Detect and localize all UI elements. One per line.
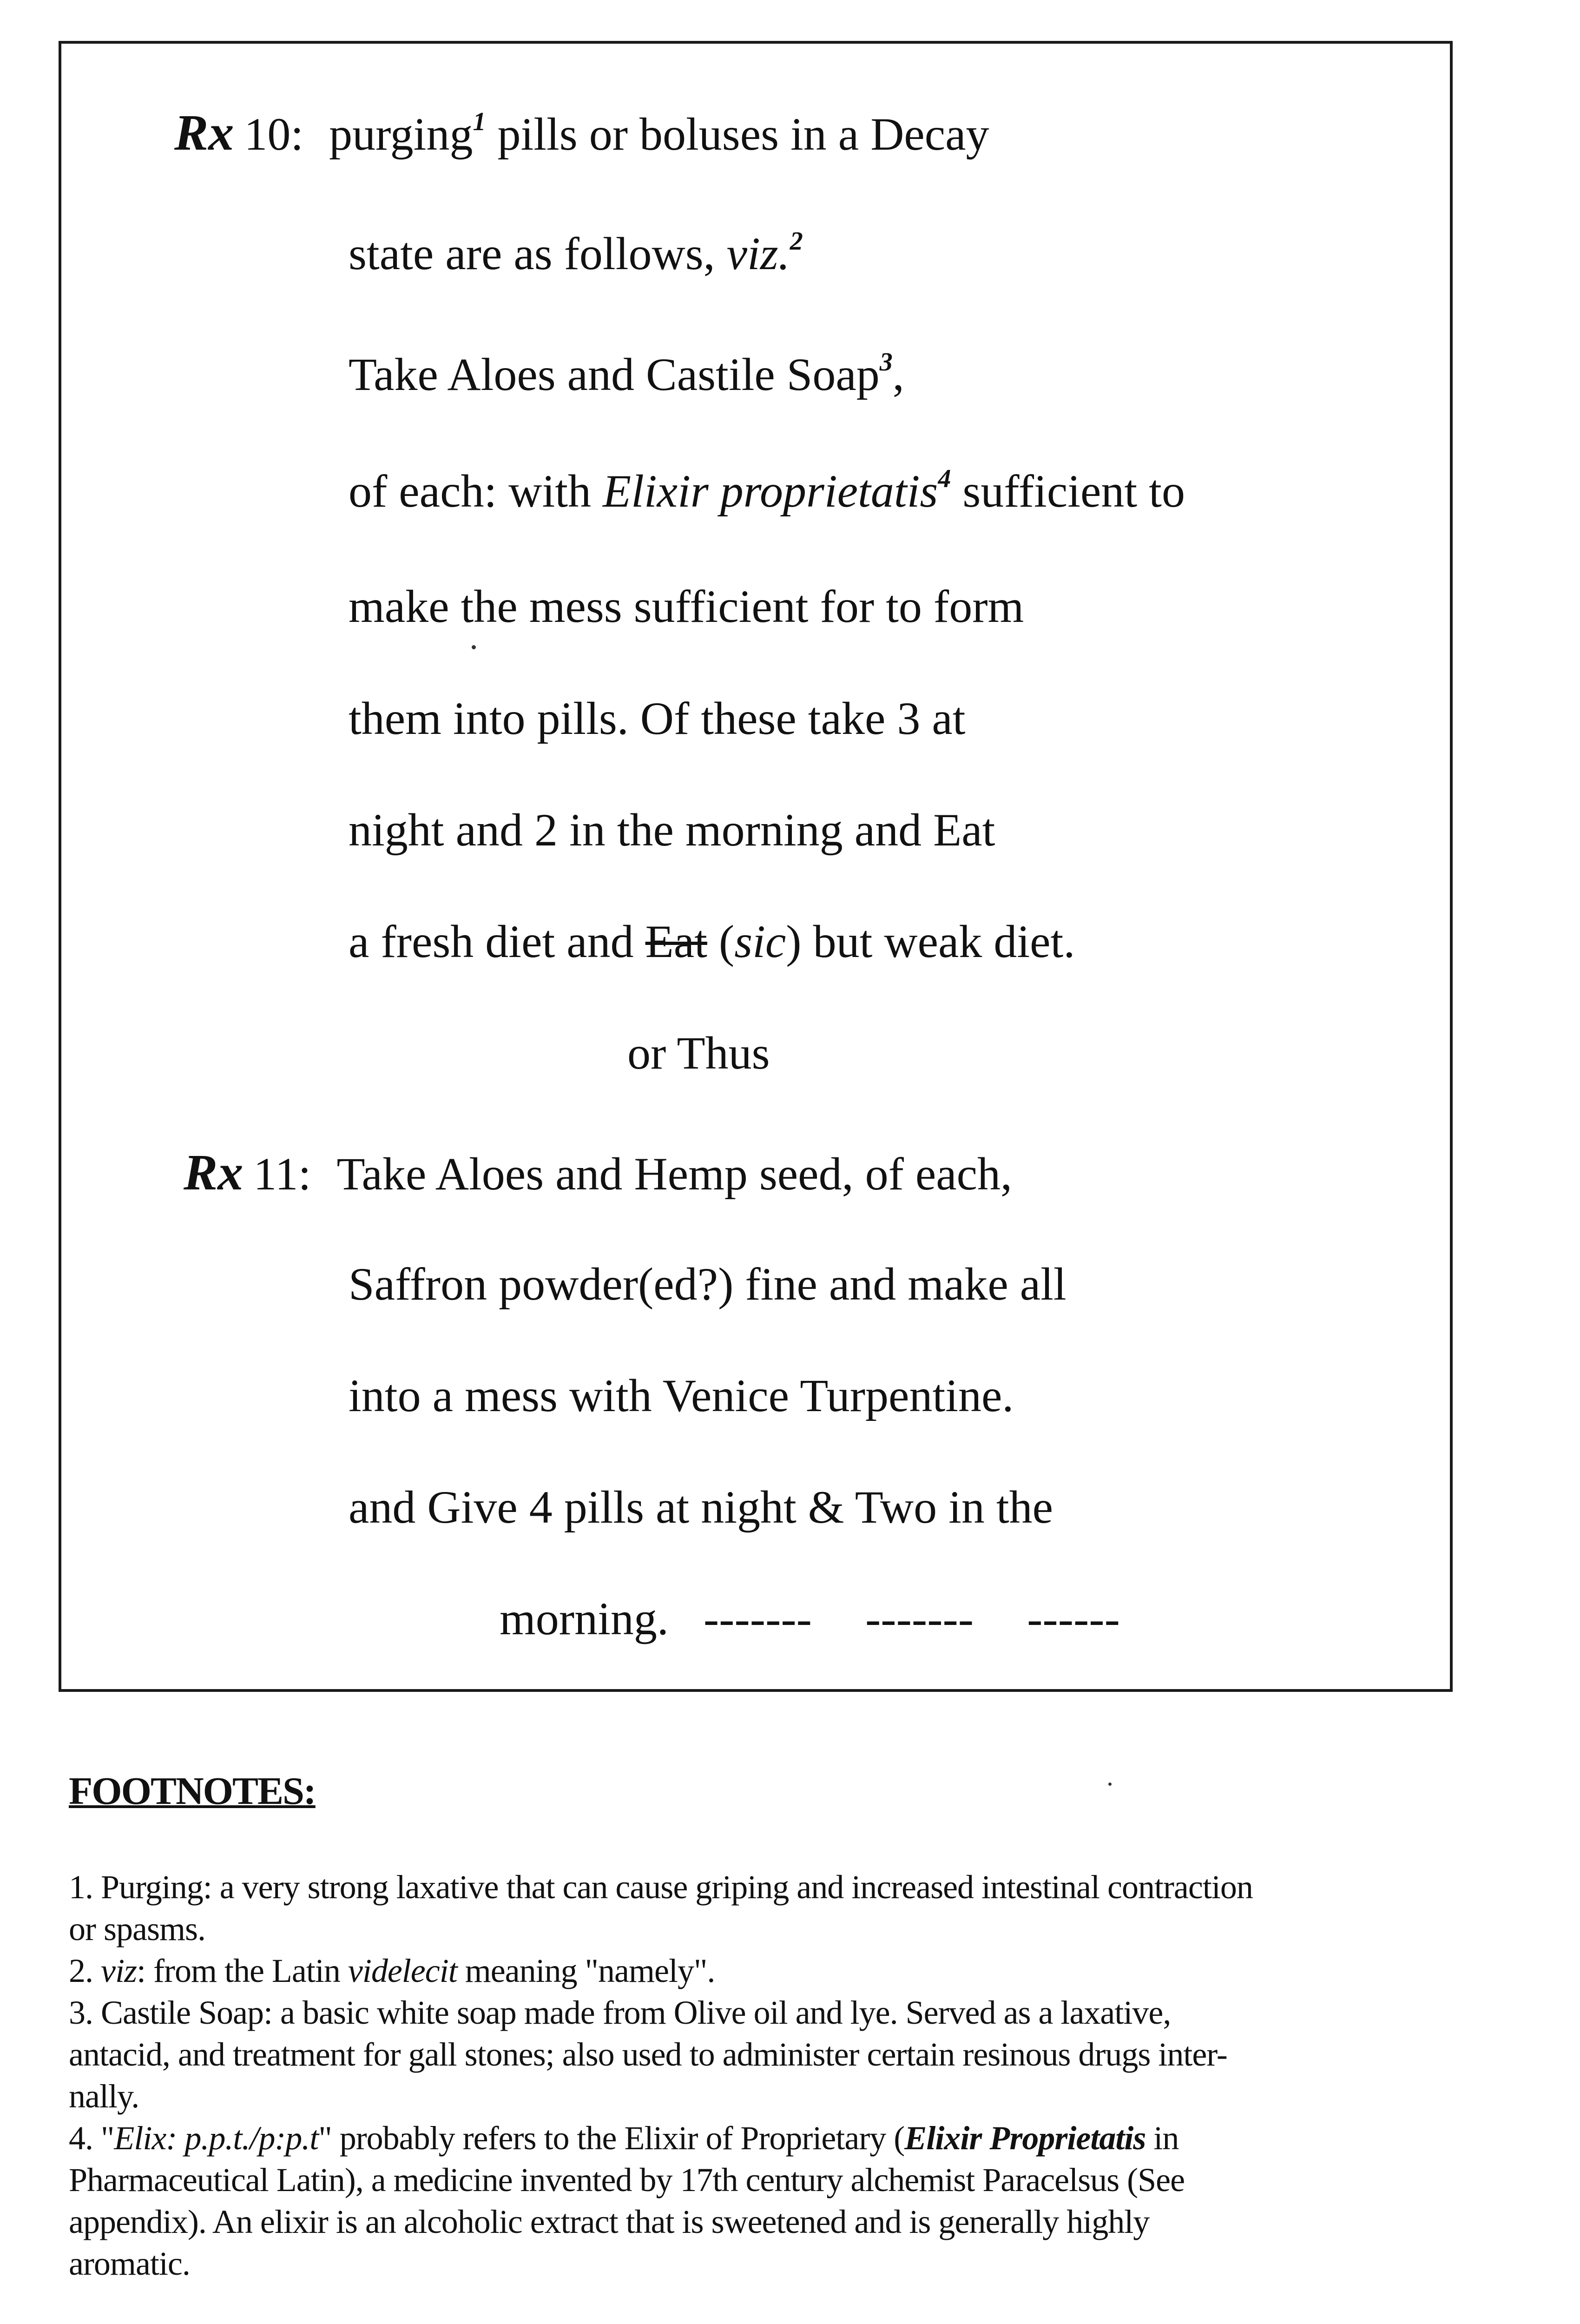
transcription-box bbox=[59, 41, 1453, 1692]
footnote-3-line-3: nally. bbox=[69, 2078, 139, 2115]
footnote-ref-3[interactable]: 3 bbox=[879, 348, 893, 376]
rx11-line-1 bbox=[184, 1144, 1012, 1202]
rx10-line-8-text: a fresh diet and bbox=[349, 916, 634, 967]
rx11-number: 11: bbox=[253, 1148, 311, 1200]
rx10-line-2-text: state are as follows, bbox=[349, 228, 715, 279]
rx10-elixir: Elixir proprietatis bbox=[603, 465, 938, 517]
rx10-line-1-rest: pills or boluses in a Decay bbox=[497, 108, 989, 160]
rx10-line-4 bbox=[349, 463, 1185, 519]
footnote-4-line-1 bbox=[69, 2117, 1178, 2159]
rx10-line-3-comma: , bbox=[892, 349, 904, 400]
footnote-ref-1[interactable]: 1 bbox=[473, 107, 486, 136]
rx10-viz: viz. bbox=[726, 228, 790, 279]
sic: sic bbox=[734, 916, 786, 967]
footnote-2-rest: meaning "namely". bbox=[465, 1952, 715, 1989]
footnote-4-text: " probably refers to the Elixir of Proprietary ( bbox=[318, 2119, 905, 2157]
footnotes-heading: FOOTNOTES: bbox=[69, 1769, 316, 1813]
footnote-4-number: 4. " bbox=[69, 2119, 114, 2157]
paren-open: ( bbox=[718, 916, 735, 967]
footnote-3-line-2: antacid, and treatment for gall stones; also used to administer certain resinous drugs inter- bbox=[69, 2036, 1227, 2073]
footnote-2-text: : from the Latin bbox=[136, 1952, 340, 1989]
footnote-4-in: in bbox=[1146, 2119, 1179, 2157]
rx11-line-2: Saffron powder(ed?) fine and make all bbox=[349, 1258, 1066, 1310]
rx10-line-3 bbox=[349, 347, 904, 403]
footnote-4-line-2: Pharmaceutical Latin), a medicine invented by 17th century alchemist Paracelsus (See bbox=[69, 2161, 1185, 2199]
struck-word: Eat bbox=[645, 916, 707, 967]
footnote-ref-4[interactable]: 4 bbox=[938, 464, 951, 493]
or-thus: or Thus bbox=[627, 1027, 770, 1079]
rx10-line-8-rest: ) but weak diet. bbox=[786, 916, 1075, 967]
footnote-2-number: 2. bbox=[69, 1952, 93, 1989]
rx10-line-1 bbox=[174, 105, 989, 162]
footnote-4-line-3: appendix). An elixir is an alcoholic extract that is sweetened and is generally highly bbox=[69, 2203, 1150, 2240]
rx10-line-6: them into pills. Of these take 3 at bbox=[349, 693, 966, 744]
rx10-line-1-text: purging bbox=[329, 108, 473, 160]
footnote-1-line-2: or spasms. bbox=[69, 1910, 205, 1948]
rx10-line-7: night and 2 in the morning and Eat bbox=[349, 804, 995, 856]
rx11-line-3: into a mess with Venice Turpentine. bbox=[349, 1370, 1014, 1421]
rx10-line-8 bbox=[349, 914, 1075, 970]
rx11-marker: Rx bbox=[184, 1144, 244, 1201]
scan-speck bbox=[472, 645, 476, 649]
rx10-line-4-rest: sufficient to bbox=[962, 465, 1185, 517]
footnote-4-latin: Elixir Proprietatis bbox=[904, 2119, 1146, 2157]
rx11-line-4: and Give 4 pills at night & Two in the bbox=[349, 1481, 1053, 1533]
dash-2: ------- bbox=[865, 1593, 974, 1644]
rx11-line-5 bbox=[500, 1591, 1120, 1647]
rx10-line-5: make the mess sufficient for to form bbox=[349, 581, 1024, 632]
rx10-line-3-text: Take Aloes and Castile Soap bbox=[349, 349, 880, 400]
rx11-morning: morning. bbox=[500, 1593, 669, 1644]
footnote-3-line-1: 3. Castile Soap: a basic white soap made from Olive oil and lye. Served as a laxative, bbox=[69, 1994, 1171, 2031]
footnote-2 bbox=[69, 1950, 715, 1992]
dash-1: ------- bbox=[703, 1593, 812, 1644]
rx11-line-1-text: Take Aloes and Hemp seed, of each, bbox=[336, 1148, 1013, 1200]
dash-3: ------ bbox=[1027, 1593, 1120, 1644]
scan-speck bbox=[1108, 1783, 1112, 1786]
footnote-2-latin: videlecit bbox=[348, 1952, 457, 1989]
footnote-ref-2[interactable]: 2 bbox=[790, 227, 803, 256]
footnote-2-term: viz bbox=[101, 1952, 137, 1989]
rx10-line-4-text: of each: with bbox=[349, 465, 592, 517]
rx10-marker: Rx bbox=[174, 104, 234, 161]
footnote-1-line-1: 1. Purging: a very strong laxative that can cause griping and increased intestinal contraction bbox=[69, 1868, 1253, 1906]
rx10-line-2 bbox=[349, 226, 803, 282]
footnote-4-line-4: aromatic. bbox=[69, 2245, 190, 2282]
rx10-number: 10: bbox=[244, 108, 304, 160]
footnote-4-abbrev: Elix: p.p.t./p:p.t bbox=[114, 2119, 319, 2157]
